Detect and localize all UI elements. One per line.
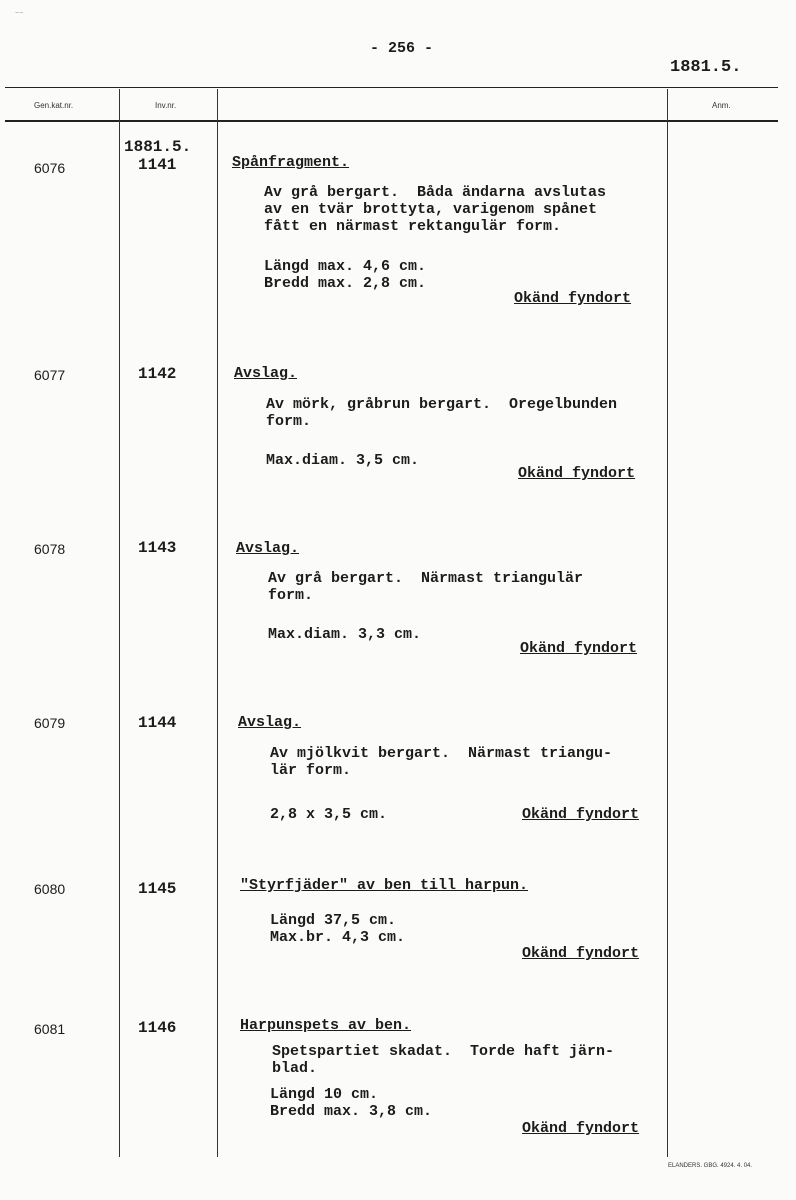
header-anm: Anm. — [712, 101, 731, 110]
entry-measurements: 2,8 x 3,5 cm. — [270, 806, 388, 823]
entry-measurements: Längd 10 cm. Bredd max. 3,8 cm. — [270, 1086, 433, 1120]
entry-title: Avslag. — [236, 540, 300, 557]
corner-mark: ~~ — [15, 10, 24, 18]
entry-gen-number: 6078 — [34, 541, 66, 557]
entry-inv-year: 1881.5. — [124, 138, 192, 156]
entry-location: Okänd fyndort — [522, 806, 640, 823]
entry-gen-number: 6076 — [34, 160, 66, 176]
entry-measurements: Max.diam. 3,5 cm. — [266, 452, 420, 469]
entry-inv-number: 1146 — [138, 1019, 177, 1037]
entry-location: Okänd fyndort — [520, 640, 638, 657]
entry-description: Av mörk, gråbrun bergart. Oregelbunden form. — [266, 396, 618, 430]
column-divider-anm — [667, 89, 668, 1157]
entry-measurements: Längd 37,5 cm. Max.br. 4,3 cm. — [270, 912, 406, 946]
entry-title: Avslag. — [234, 365, 298, 382]
entry-inv-number: 1141 — [138, 156, 177, 174]
header-top-rule — [5, 87, 778, 88]
entry-description: Av mjölkvit bergart. Närmast triangu- lär form. — [270, 745, 613, 779]
header-bottom-rule — [5, 120, 778, 122]
header-gen-kat: Gen.kat.nr. — [34, 101, 74, 110]
page-number: - 256 - — [370, 40, 434, 57]
entry-title: Avslag. — [238, 714, 302, 731]
column-divider-gen — [119, 89, 120, 1157]
entry-title: Spånfragment. — [232, 154, 350, 171]
entry-description: Av grå bergart. Närmast triangulär form. — [268, 570, 584, 604]
column-divider-inv — [217, 89, 218, 1157]
entry-location: Okänd fyndort — [522, 1120, 640, 1137]
entry-inv-number: 1145 — [138, 880, 177, 898]
entry-title: Harpunspets av ben. — [240, 1017, 412, 1034]
entry-location: Okänd fyndort — [522, 945, 640, 962]
printer-footer: ELANDERS. GBG. 4924. 4. 04. — [668, 1163, 753, 1169]
entry-gen-number: 6081 — [34, 1021, 66, 1037]
entry-inv-number: 1143 — [138, 539, 177, 557]
entry-gen-number: 6079 — [34, 715, 66, 731]
accession-number-top: 1881.5. — [670, 58, 742, 77]
entry-location: Okänd fyndort — [518, 465, 636, 482]
entry-inv-number: 1144 — [138, 714, 177, 732]
header-inv: Inv.nr. — [155, 101, 177, 110]
entry-gen-number: 6080 — [34, 881, 66, 897]
entry-description: Av grå bergart. Båda ändarna avslutas av en tvär brottyta, varigenom spånet fått en närmast rektangulär form. — [264, 184, 607, 235]
entry-measurements: Längd max. 4,6 cm. Bredd max. 2,8 cm. — [264, 258, 427, 292]
entry-title: "Styrfjäder" av ben till harpun. — [240, 877, 529, 894]
entry-measurements: Max.diam. 3,3 cm. — [268, 626, 422, 643]
entry-inv-number: 1142 — [138, 365, 177, 383]
entry-description: Spetspartiet skadat. Torde haft järn- blad. — [272, 1043, 615, 1077]
entry-gen-number: 6077 — [34, 367, 66, 383]
entry-location: Okänd fyndort — [514, 290, 632, 307]
